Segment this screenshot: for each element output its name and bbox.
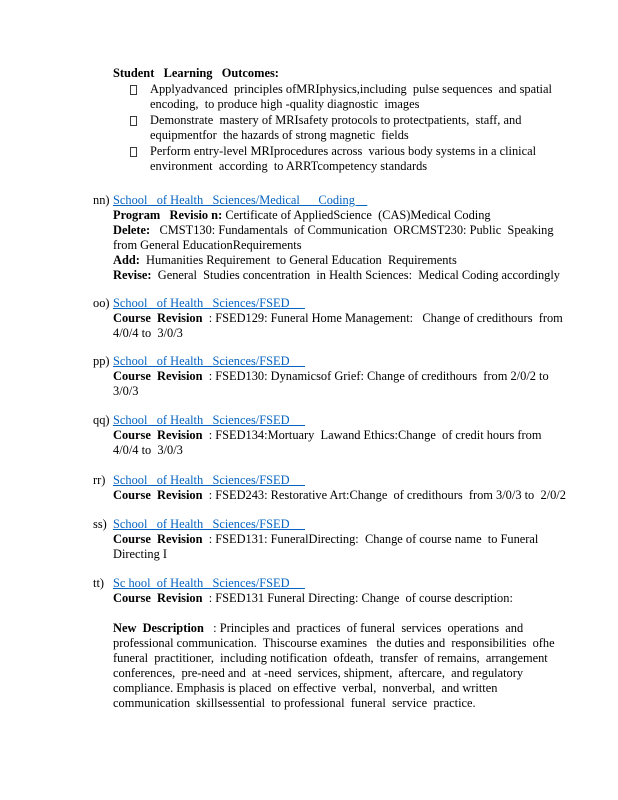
- section-label: pp): [93, 354, 110, 368]
- school-link[interactable]: School of Health Sciences/FSED: [113, 354, 306, 368]
- section-line: Course Revision : FSED134:Mortuary Lawand Ethics:Change of credit hours from: [113, 428, 542, 442]
- bullet-box-icon: [130, 116, 137, 126]
- bullet-text: equipmentfor the hazards of strong magnetic fields: [150, 128, 409, 142]
- description-line: communication skillsessential to professional funeral service practice.: [113, 696, 476, 710]
- section-pp: [0, 354, 618, 399]
- new-description-paragraph: [113, 621, 573, 711]
- school-link[interactable]: School of Health Sciences/FSED: [113, 413, 306, 427]
- section-line: Course Revision : FSED243: Restorative Art:Change of credithours from 3/0/3 to 2/0/2: [113, 488, 566, 502]
- bullet-text: encoding, to produce high -quality diagnostic images: [150, 97, 420, 111]
- section-line: Delete: CMST130: Fundamentals of Communication ORCMST230: Public Speaking: [113, 223, 554, 237]
- slo-heading: Student Learning Outcomes:: [113, 66, 279, 80]
- bullet-text: Applyadvanced principles ofMRIphysics,including pulse sequences and spatial: [150, 81, 552, 96]
- section-rr: [0, 473, 618, 503]
- bullet-text: Demonstrate mastery of MRIsafety protocols to protectpatients, staff, and: [150, 112, 522, 127]
- section-line: Directing I: [113, 547, 168, 561]
- section-line: Course Revision : FSED129: Funeral Home Management: Change of credithours from: [113, 311, 563, 325]
- description-line: compliance. Emphasis is placed on effective verbal, nonverbal, and written: [113, 681, 498, 695]
- section-line: 4/0/4 to 3/0/3: [113, 326, 183, 340]
- list-item: [113, 144, 573, 175]
- school-link[interactable]: School of Health Sciences/FSED: [113, 296, 306, 310]
- school-link[interactable]: Sc hool of Health Sciences/FSED: [113, 576, 306, 590]
- section-label: qq): [93, 413, 110, 427]
- description-line: funeral practitioner, including notification ofdeath, transfer of remains, arrangement: [113, 651, 548, 665]
- bullet-text: Perform entry-level MRIprocedures across various body systems in a clinical: [150, 143, 537, 158]
- section-line: Revise: General Studies concentration in Health Sciences: Medical Coding accordingly: [113, 268, 560, 282]
- school-link[interactable]: School of Health Sciences/FSED: [113, 473, 306, 487]
- section-line: Course Revision : FSED131 Funeral Directing: Change of course description:: [113, 591, 513, 605]
- bullet-text: environment according to ARRTcompetency standards: [150, 159, 428, 173]
- school-link[interactable]: School of Health Sciences/Medical Coding: [113, 193, 368, 207]
- description-line: conferences, pre-need and at -need services, shipment, aftercare, and regulatory: [113, 666, 524, 680]
- section-line: Course Revision : FSED130: Dynamicsof Grief: Change of credithours from 2/0/2 to: [113, 369, 549, 383]
- section-label: nn): [93, 193, 110, 207]
- section-line: Add: Humanities Requirement to General Education Requirements: [113, 253, 457, 267]
- section-label: ss): [93, 517, 107, 531]
- section-label: rr): [93, 473, 106, 487]
- section-qq: [0, 413, 618, 458]
- slo-section: [113, 66, 573, 175]
- description-line: professional communication. Thiscourse examines the duties and responsibilities ofhe: [113, 636, 555, 650]
- section-ss: [0, 517, 618, 562]
- list-item: [113, 82, 573, 113]
- section-tt: [0, 576, 618, 606]
- section-line: 3/0/3: [113, 384, 139, 398]
- section-line: Program Revisio n: Certificate of AppliedScience (CAS)Medical Coding: [113, 208, 491, 222]
- section-label: tt): [93, 576, 105, 590]
- school-link[interactable]: School of Health Sciences/FSED: [113, 517, 306, 531]
- section-oo: [0, 296, 618, 341]
- description-line: New Description : Principles and practices of funeral services operations and: [113, 621, 524, 635]
- section-label: oo): [93, 296, 110, 310]
- list-item: [113, 113, 573, 144]
- section-line: Course Revision : FSED131: FuneralDirecting: Change of course name to Funeral: [113, 532, 539, 546]
- bullet-box-icon: [130, 147, 137, 157]
- section-nn: [0, 193, 618, 283]
- bullet-box-icon: [130, 85, 137, 95]
- section-line: 4/0/4 to 3/0/3: [113, 443, 183, 457]
- section-line: from General EducationRequirements: [113, 238, 302, 252]
